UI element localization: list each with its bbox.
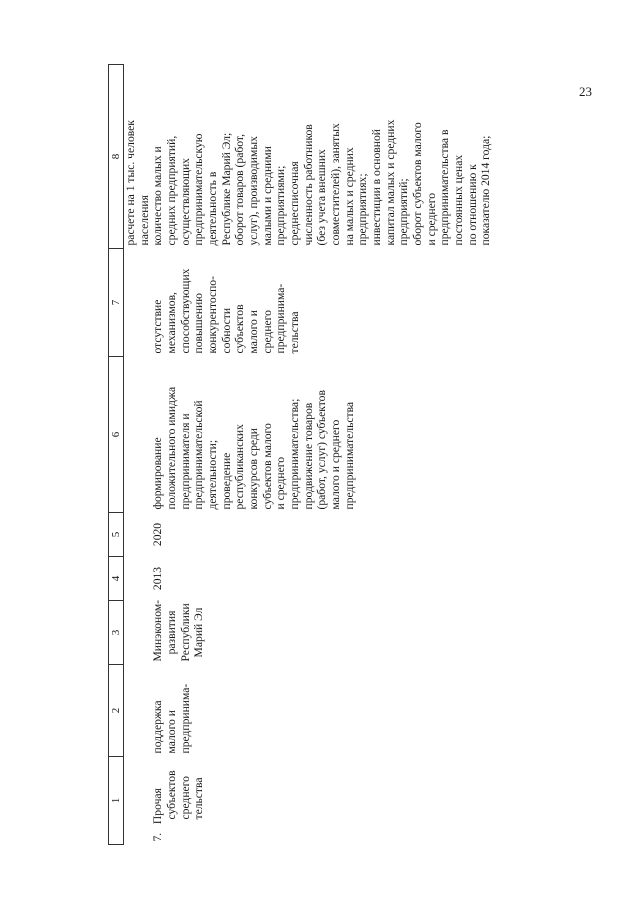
result-line: предпринимательской <box>192 400 206 510</box>
indicator-line: показателю 2014 года; <box>479 135 493 246</box>
indicator-line: количество малых и <box>151 146 165 246</box>
consequence-line: малого и <box>247 310 261 354</box>
result-line: положительного имиджа <box>165 386 179 510</box>
header-col-4: 4 <box>109 557 124 601</box>
executor-line: развития <box>165 610 179 655</box>
consequences-cell <box>151 249 493 357</box>
consequence-line: собности <box>219 307 233 354</box>
activity-line: поддержка <box>151 700 165 754</box>
result-line: и среднего <box>274 456 288 510</box>
start-year-cell: 2013 <box>151 566 165 591</box>
indicator-line: среднесписочная <box>288 161 302 246</box>
consequence-line: предпринима- <box>274 283 288 354</box>
consequence-line: способствующих <box>178 268 192 354</box>
continuation-text <box>124 65 152 249</box>
header-col-1: 1 <box>109 757 124 845</box>
consequence-line: отсутствие <box>151 299 165 354</box>
indicator-line: постоянных ценах <box>452 154 466 246</box>
result-line: предпринимателя и <box>178 413 192 510</box>
indicator-line: инвестиции в основной <box>370 129 384 246</box>
result-line: деятельности; <box>206 439 220 510</box>
indicator-line: и среднего <box>424 192 438 246</box>
executor-line: Минэконом- <box>151 599 165 662</box>
continuation-line: расчете на 1 тыс. человек <box>124 120 137 246</box>
indicator-line: Республике Марий Эл; <box>219 132 233 246</box>
rotated-table-container <box>108 65 544 845</box>
indicator-line: предприятий; <box>397 178 411 246</box>
row-number-and-name-cell <box>151 757 493 845</box>
activity-line: предпринима- <box>178 683 192 754</box>
indicator-line: капитал малых и средних <box>383 119 397 246</box>
indicator-line: услуг), производимых <box>247 136 261 246</box>
header-col-6: 6 <box>109 357 124 513</box>
indicator-line: деятельность в <box>206 171 220 246</box>
program-table <box>108 64 493 845</box>
consequence-line: конкурентоспо- <box>206 276 220 354</box>
consequence-line: субъектов <box>233 304 247 354</box>
indicator-line: оборот субъектов малого <box>411 122 425 246</box>
consequence-line: повышению <box>192 293 206 354</box>
result-line: предпринимательства; <box>288 398 302 510</box>
result-line: малого и среднего <box>329 419 343 510</box>
continuation-row <box>124 65 152 845</box>
result-line: субъектов малого <box>260 423 274 510</box>
page-number: 23 <box>579 84 592 99</box>
table-row <box>151 65 493 845</box>
result-line: проведение <box>219 452 233 510</box>
indicator-line: предприятиях; <box>356 173 370 246</box>
indicator-line: предпринимательства в <box>438 129 452 246</box>
result-line: (работ, услуг) субъектов <box>315 390 329 510</box>
name-line: тельства <box>192 777 206 820</box>
name-line: субъектов <box>165 770 179 820</box>
result-line: продвижение товаров <box>301 402 315 510</box>
result-line: республиканских <box>233 424 247 510</box>
indicator-line: средних предприятий, <box>165 135 179 246</box>
activity-name-cell <box>151 665 493 757</box>
indicator-line: на малых и средних <box>342 147 356 246</box>
header-col-2: 2 <box>109 665 124 757</box>
row-number: 7. <box>151 832 165 842</box>
header-col-5: 5 <box>109 513 124 557</box>
header-col-8: 8 <box>109 65 124 249</box>
indicators-cell <box>151 65 493 249</box>
executor-cell <box>151 601 493 665</box>
end-year-cell: 2020 <box>151 522 165 547</box>
indicator-line: (без учета внешних <box>315 149 329 246</box>
result-line: предпринимательства <box>342 401 356 510</box>
result-line: формирование <box>151 437 165 510</box>
consequence-line: тельства <box>288 311 302 354</box>
header-col-7: 7 <box>109 249 124 357</box>
result-line: конкурсов среди <box>247 428 261 510</box>
continuation-line: населения <box>137 195 151 246</box>
indicator-line: предприятиями; <box>274 165 288 246</box>
indicator-line: предпринимательскую <box>192 133 206 246</box>
header-row <box>109 65 124 845</box>
header-col-3: 3 <box>109 601 124 665</box>
indicator-line: по отношению к <box>465 164 479 246</box>
consequence-line: среднего <box>260 310 274 354</box>
name-line: среднего <box>178 776 192 820</box>
indicator-line: совместителей), занятых <box>329 123 343 246</box>
activity-line: малого и <box>165 710 179 754</box>
executor-line: Марий Эл <box>192 607 206 658</box>
indicator-line: численность работников <box>301 124 315 246</box>
indicator-line: осуществляющих <box>178 158 192 246</box>
consequence-line: механизмов, <box>165 292 179 354</box>
expected-results-cell <box>151 357 493 513</box>
indicator-line: малыми и средними <box>260 146 274 246</box>
name-line: Прочая <box>151 788 165 825</box>
executor-line: Республики <box>178 603 192 662</box>
indicator-line: оборот товаров (работ, <box>233 134 247 246</box>
